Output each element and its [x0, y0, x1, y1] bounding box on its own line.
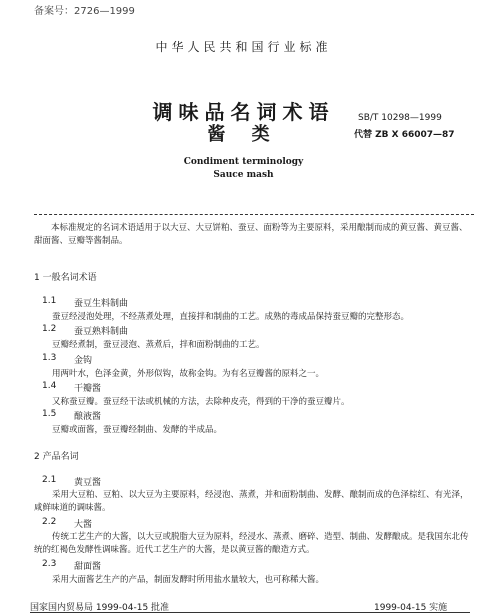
term-number: 1.4 [42, 381, 57, 391]
term-definition: 用两叶水，色泽金黄，外形似钩，故称金钩。为有名豆瓣酱的原料之一。 [52, 369, 325, 379]
term-name: 黄豆酱 [74, 478, 102, 488]
english-subtitle: Sauce mash [213, 170, 274, 180]
document-title: 调味品名词术语 [152, 100, 335, 124]
filing-number: 备案号：2726—1999 [34, 6, 135, 17]
english-title: Condiment terminology [183, 157, 304, 167]
term-number: 2.3 [42, 559, 57, 569]
term-definition: 传统工艺生产的大酱，以大豆或脱脂大豆为原料，经浸水、蒸煮、磨碎、造型、制曲、发酵酿成。是我国东北传统的红褐色发酵性调味酱。近代工艺生产的大酱，是以黄豆酱的酿造方式。 [34, 532, 469, 555]
effective-date: 1999-04-15 实施 [374, 603, 448, 613]
term-name: 甜面酱 [74, 562, 102, 572]
term-name: 干瓣酱 [74, 384, 102, 394]
replaces-code: 代替 ZB X 66007—87 [354, 130, 455, 140]
section-heading: 1 一般名词术语 [34, 273, 97, 283]
term-name: 金钩 [74, 356, 93, 366]
term-definition: 蚕豆经浸泡处理，不经蒸煮处理，直接拌和制曲的工艺。成熟的毒成品保持蚕豆瓣的完整形态。 [52, 312, 410, 322]
standard-code: SB/T 10298—1999 [358, 113, 442, 123]
document-subtitle: 酱 类 [207, 124, 280, 145]
term-definition: 采用大面酱艺生产的产品，制面发酵时所用盐水量较大，也可称稀大酱。 [52, 575, 325, 585]
term-definition: 采用大豆粕、豆粕、以大豆为主要原料，经浸泡、蒸煮，并和面粉制曲、发酵、酿制而成的色泽棕红、有光泽，咸鲜味道的调味酱。 [34, 490, 469, 513]
term-name: 大酱 [74, 520, 93, 530]
term-number: 2.2 [42, 517, 57, 527]
standard-header: 中华人民共和国行业标准 [155, 40, 332, 54]
term-number: 1.3 [42, 353, 57, 363]
scope-paragraph: 本标准规定的名词术语适用于以大豆、大豆饼粕、蚕豆、面粉等为主要原料，采用酿制而成的黄豆酱、黄豆酱、甜面酱、豆瓣等酱制品。 [34, 223, 468, 246]
issuer-note: 国家国内贸易局 1999-04-15 批准 [30, 603, 170, 613]
term-name: 酿液酱 [74, 412, 102, 422]
term-number: 1.1 [42, 296, 57, 306]
term-definition: 豆瓣经煮制，蚕豆浸泡、蒸煮后，拌和面粉制曲的工艺。 [52, 340, 265, 350]
term-name: 蚕豆生料制曲 [74, 299, 129, 309]
title-divider [34, 214, 474, 215]
term-number: 1.2 [42, 324, 57, 334]
term-number: 1.5 [42, 409, 57, 419]
term-number: 2.1 [42, 475, 57, 485]
term-definition: 又称蚕豆瓣。蚕豆经干法或机械的方法，去除种皮壳，得到的干净的蚕豆瓣片。 [52, 397, 350, 407]
term-definition: 豆瓣或面酱，蚕豆瓣经制曲、发酵的半成品。 [52, 425, 223, 435]
term-name: 蚕豆熟料制曲 [74, 327, 129, 337]
section-heading: 2 产品名词 [34, 452, 79, 462]
